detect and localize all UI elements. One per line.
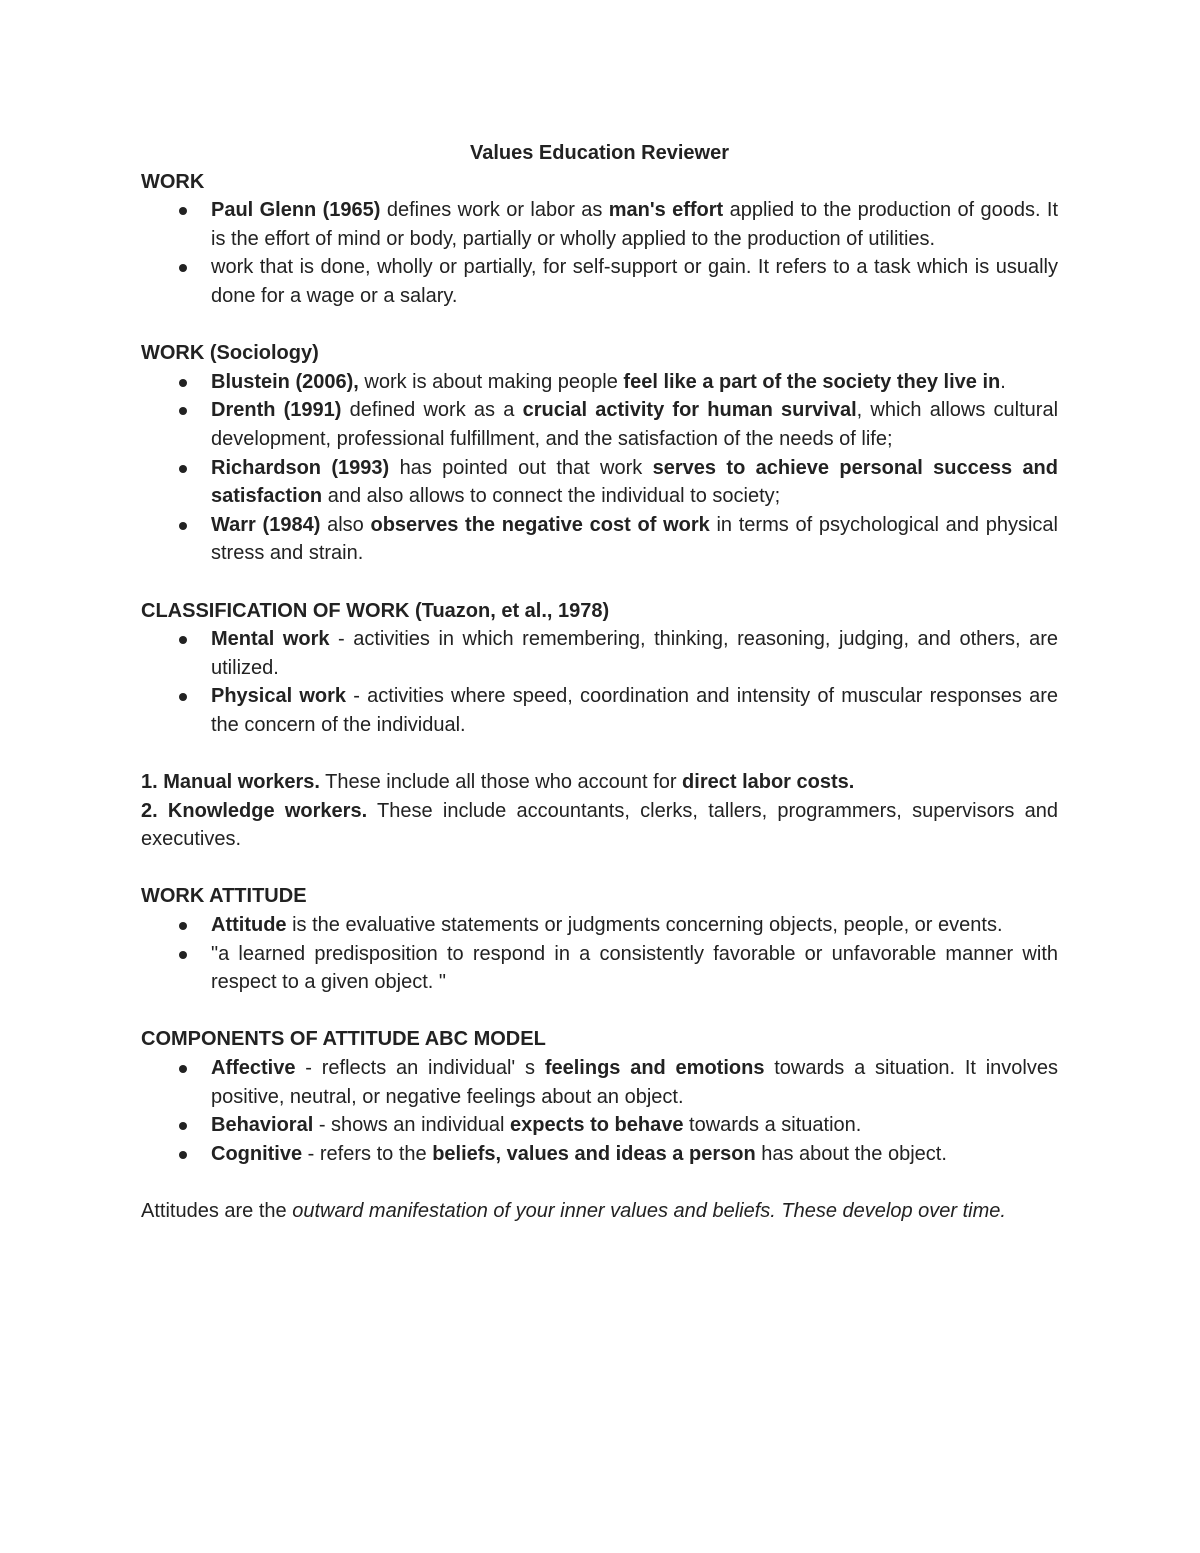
text-run: defines work or labor as bbox=[380, 199, 609, 222]
text-run: Drenth (1991) bbox=[211, 399, 342, 422]
text-run: - activities where speed, coordination and intensity of muscular responses are the concern of the individual. bbox=[211, 685, 1058, 736]
text-run: - activities in which remembering, thinking, reasoning, judging, and others, are utilized. bbox=[211, 628, 1059, 679]
text-run: serves to achieve personal success and satisfaction bbox=[211, 456, 1058, 508]
paragraph bbox=[141, 768, 1058, 797]
list-item bbox=[141, 396, 1058, 453]
text-run: crucial activity for human survival bbox=[522, 399, 857, 422]
spacer bbox=[141, 854, 1058, 883]
text-run: 1. Manual workers. bbox=[141, 771, 320, 794]
text-run: - reflects an individual' s bbox=[295, 1057, 545, 1079]
text-run: expects to behave bbox=[510, 1114, 684, 1137]
section-heading-components: COMPONENTS OF ATTITUDE ABC MODEL bbox=[141, 1028, 546, 1051]
text-run: Physical work bbox=[211, 685, 347, 708]
text-run: , which allows cultural development, professional fulfillment, and the satisfaction of the needs of life; bbox=[211, 399, 1059, 450]
list-item bbox=[141, 368, 1058, 397]
section-heading-work: WORK bbox=[141, 170, 205, 193]
spacer bbox=[141, 1168, 1058, 1197]
spacer bbox=[141, 739, 1058, 768]
list-item bbox=[141, 625, 1058, 682]
text-run: Richardson (1993) bbox=[211, 456, 390, 479]
text-run: towards a situation. bbox=[683, 1114, 862, 1137]
text-run: Affective bbox=[211, 1057, 296, 1079]
bullet-list-classification bbox=[141, 625, 1058, 739]
text-run: These include all those who account for bbox=[319, 771, 683, 794]
text-run: applied to the production of goods. It is the effort of mind or body, partially or wholly applied to the production of utilities. bbox=[211, 199, 1059, 250]
list-item bbox=[141, 196, 1058, 253]
text-run: work is about making people bbox=[358, 370, 624, 393]
workers-paragraphs bbox=[141, 768, 1058, 854]
text-run: Cognitive bbox=[211, 1142, 303, 1165]
list-item bbox=[141, 911, 1058, 940]
text-run: beliefs, values and ideas a person bbox=[432, 1142, 756, 1165]
list-item bbox=[141, 253, 1058, 310]
section-heading-sociology: WORK (Sociology) bbox=[141, 342, 319, 365]
text-run: also bbox=[320, 513, 371, 536]
paragraph bbox=[141, 1197, 1058, 1226]
text-run: feel like a part of the society they live in bbox=[623, 370, 1001, 393]
spacer bbox=[141, 568, 1058, 597]
bullet-list-sociology bbox=[141, 368, 1058, 568]
text-run: Warr (1984) bbox=[211, 513, 321, 536]
spacer bbox=[141, 997, 1058, 1026]
list-item bbox=[141, 1111, 1058, 1140]
text-run: "a learned predisposition to respond in a consistently favorable or unfavorable manner with respect to a given object. " bbox=[211, 942, 1058, 994]
text-run: Blustein (2006), bbox=[211, 370, 359, 393]
text-run: outward manifestation of your inner values and beliefs. These develop over time. bbox=[292, 1199, 1006, 1222]
paragraph bbox=[141, 797, 1058, 854]
bullet-list-attitude bbox=[141, 911, 1058, 997]
list-item bbox=[141, 1054, 1058, 1111]
text-run: Mental work bbox=[211, 628, 330, 651]
document-content bbox=[141, 139, 1058, 1226]
list-item bbox=[141, 682, 1058, 739]
text-run: . bbox=[1000, 370, 1006, 393]
text-run: towards a situation. It involves positive, neutral, or negative feelings about an object. bbox=[211, 1057, 1058, 1108]
section-heading-attitude: WORK ATTITUDE bbox=[141, 885, 307, 908]
document-title: Values Education Reviewer bbox=[470, 142, 729, 164]
list-item bbox=[141, 940, 1058, 997]
text-run: - refers to the bbox=[302, 1142, 433, 1165]
text-run: Behavioral bbox=[211, 1114, 314, 1137]
text-run: - shows an individual bbox=[313, 1114, 511, 1137]
text-run: Paul Glenn (1965) bbox=[211, 199, 381, 222]
text-run: 2. Knowledge workers. bbox=[141, 799, 368, 822]
text-run: feelings and emotions bbox=[544, 1057, 765, 1079]
list-item bbox=[141, 454, 1058, 511]
text-run: work that is done, wholly or partially, for self-support or gain. It refers to a task which is usually done for a wage or a salary. bbox=[211, 256, 1058, 307]
text-run: man's effort bbox=[608, 199, 724, 222]
text-run: Attitude bbox=[211, 914, 287, 937]
section-heading-classification: CLASSIFICATION OF WORK (Tuazon, et al., 1978) bbox=[141, 599, 610, 622]
text-run: has pointed out that work bbox=[389, 456, 653, 479]
text-run: observes the negative cost of work bbox=[370, 513, 710, 536]
list-item bbox=[141, 511, 1058, 568]
text-run: direct labor costs. bbox=[682, 771, 855, 794]
text-run: is the evaluative statements or judgments concerning objects, people, or events. bbox=[286, 914, 1003, 937]
text-run: has about the object. bbox=[755, 1142, 947, 1165]
list-item bbox=[141, 1140, 1058, 1169]
text-run: Attitudes are the bbox=[141, 1199, 293, 1222]
spacer bbox=[141, 311, 1058, 340]
text-run: defined work as a bbox=[341, 399, 523, 422]
bullet-list-components bbox=[141, 1054, 1058, 1168]
closing-paragraph bbox=[141, 1197, 1058, 1226]
text-run: and also allows to connect the individual to society; bbox=[322, 485, 781, 508]
text-run: These include accountants, clerks, tallers, programmers, supervisors and executives. bbox=[141, 799, 1058, 851]
text-run: in terms of psychological and physical stress and strain. bbox=[211, 513, 1059, 565]
bullet-list-work bbox=[141, 196, 1058, 310]
